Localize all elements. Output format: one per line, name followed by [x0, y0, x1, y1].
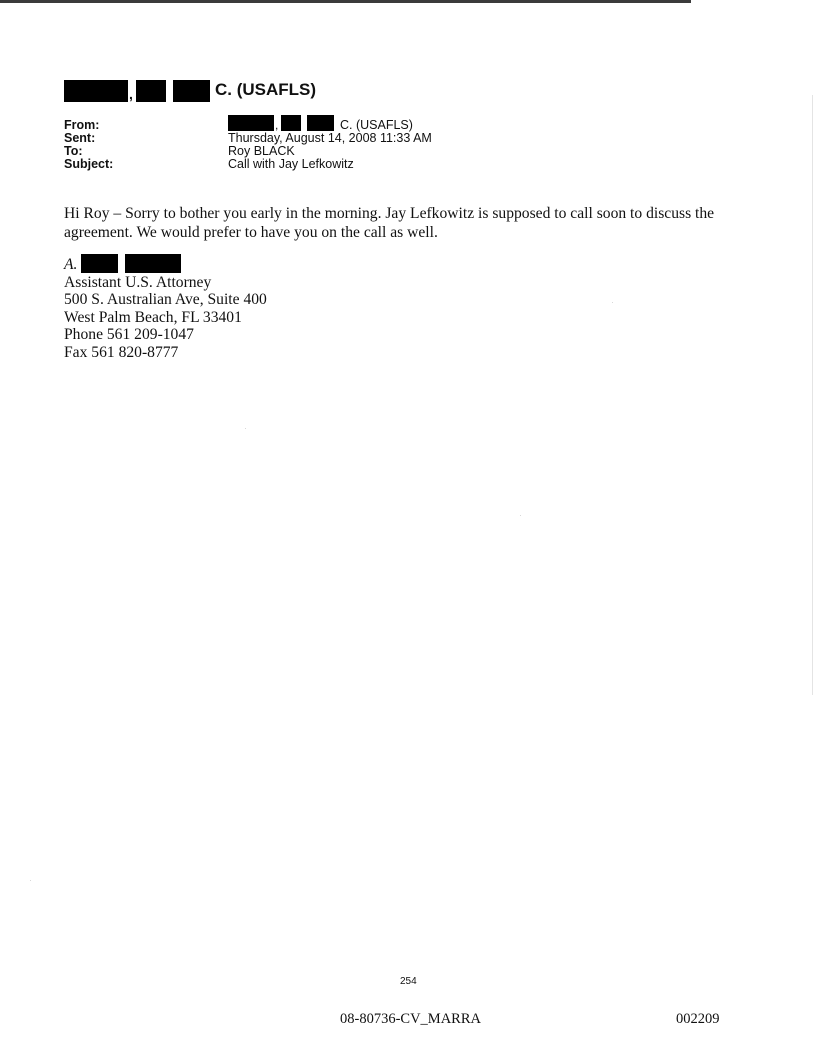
from-value: C. (USAFLS): [340, 118, 413, 132]
sent-label: Sent:: [64, 131, 96, 145]
signature-address-line2: West Palm Beach, FL 33401: [64, 308, 242, 326]
redaction-block: [136, 80, 166, 102]
signature-fax: Fax 561 820-8777: [64, 343, 179, 361]
signature-title: Assistant U.S. Attorney: [64, 273, 212, 291]
redaction-block: [125, 254, 181, 273]
signature-initial: A.: [64, 256, 78, 273]
subject-label: Subject:: [64, 157, 114, 171]
scan-speck: [520, 515, 521, 516]
signature-address-line1: 500 S. Australian Ave, Suite 400: [64, 291, 267, 308]
scan-speck: [612, 302, 613, 303]
email-title: C. (USAFLS): [215, 80, 317, 99]
title-comma: ,: [129, 86, 133, 102]
from-comma: ,: [275, 118, 279, 132]
sent-value: Thursday, August 14, 2008 11:33 AM: [228, 131, 432, 145]
redaction-block: [281, 115, 301, 131]
redaction-block: [228, 115, 274, 131]
to-label: To:: [64, 144, 83, 158]
from-label: From:: [64, 118, 100, 132]
scan-speck: [30, 880, 31, 881]
title-divider: [0, 0, 691, 3]
signature-phone: Phone 561 209-1047: [64, 326, 194, 343]
email-body: Hi Roy – Sorry to bother you early in the morning. Jay Lefkowitz is supposed to call soon to discuss the agreement. We would prefer to have you on the call as well.: [64, 205, 715, 241]
redaction-block: [173, 80, 210, 102]
redaction-block: [64, 80, 128, 102]
page-number: 254: [400, 976, 417, 987]
scan-edge-line: [812, 95, 813, 695]
case-number: 08-80736-CV_MARRA: [340, 1011, 481, 1027]
redaction-block: [81, 254, 118, 273]
redaction-block: [307, 115, 334, 131]
subject-value: Call with Jay Lefkowitz: [228, 157, 354, 171]
scan-speck: [245, 428, 246, 429]
to-value: Roy BLACK: [228, 144, 295, 158]
bates-number: 002209: [676, 1011, 720, 1027]
